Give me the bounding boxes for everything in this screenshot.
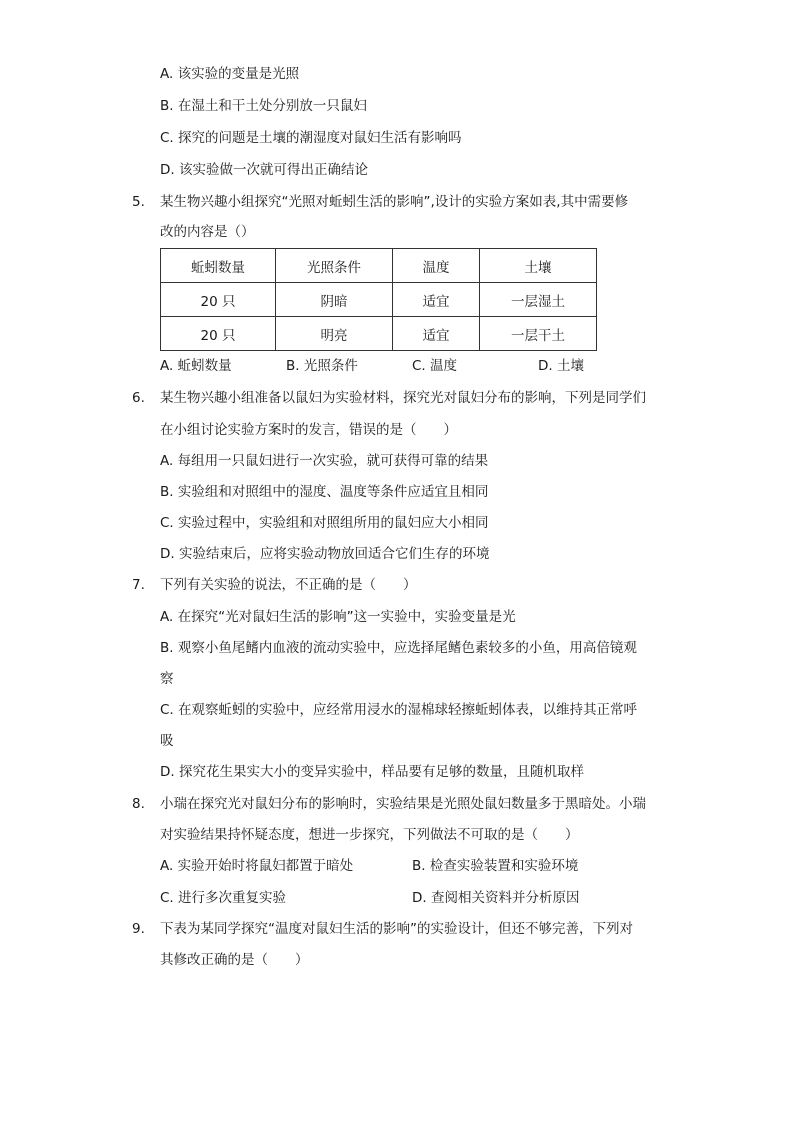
- table-cell: 一层湿土: [480, 283, 597, 317]
- q9-stem-line2: 其修改正确的是（ ）: [160, 952, 309, 968]
- table-header-cell: 蚯蚓数量: [161, 249, 276, 283]
- q5-option-d: D. 土壤: [538, 358, 584, 374]
- q5-table: [160, 248, 597, 351]
- q8-option-d: D. 查阅相关资料并分析原因: [412, 890, 580, 906]
- q6-option-a: A. 每组用一只鼠妇进行一次实验，就可获得可靠的结果: [160, 453, 489, 469]
- q7-option-a: A. 在探究“光对鼠妇生活的影响”这一实验中，实验变量是光: [160, 609, 516, 625]
- q7-option-b-cont: 察: [160, 671, 174, 687]
- q6-stem-line2: 在小组讨论实验方案时的发言，错误的是（ ）: [160, 422, 457, 438]
- q7-option-c: C. 在观察蚯蚓的实验中，应经常用浸水的湿棉球轻擦蚯蚓体表，以维持其正常呼: [160, 702, 638, 718]
- table-header-row: [161, 249, 597, 283]
- q5-stem-line2: 改的内容是（）: [160, 224, 255, 240]
- q8-stem-line1: 小瑞在探究光对鼠妇分布的影响时，实验结果是光照处鼠妇数量多于黑暗处。小瑞: [160, 796, 646, 812]
- q5-option-b: B. 光照条件: [286, 358, 358, 374]
- q6-number: 6.: [132, 390, 145, 406]
- q8-option-c: C. 进行多次重复实验: [160, 890, 287, 906]
- q5-number: 5.: [132, 194, 145, 210]
- q4-option-a: A. 该实验的变量是光照: [160, 66, 300, 82]
- q9-stem-line1: 下表为某同学探究“温度对鼠妇生活的影响”的实验设计，但还不够完善，下列对: [160, 921, 633, 937]
- q5-option-a: A. 蚯蚓数量: [160, 358, 232, 374]
- q8-option-a: A. 实验开始时将鼠妇都置于暗处: [160, 858, 354, 874]
- q5-option-c: C. 温度: [412, 358, 458, 374]
- q7-number: 7.: [132, 577, 145, 593]
- table-header-cell: 土壤: [480, 249, 597, 283]
- table-cell: 一层干土: [480, 317, 597, 351]
- q7-option-d: D. 探究花生果实大小的变异实验中，样品要有足够的数量，且随机取样: [160, 764, 584, 780]
- q6-option-c: C. 实验过程中，实验组和对照组所用的鼠妇应大小相同: [160, 515, 489, 531]
- table-row: [161, 283, 597, 317]
- q4-option-c: C. 探究的问题是土壤的潮湿度对鼠妇生活有影响吗: [160, 130, 462, 146]
- table-cell: 20 只: [161, 283, 276, 317]
- q6-stem-line1: 某生物兴趣小组准备以鼠妇为实验材料，探究光对鼠妇分布的影响，下列是同学们: [160, 390, 646, 406]
- table-cell: 适宜: [393, 317, 480, 351]
- q7-option-c-cont: 吸: [160, 733, 174, 749]
- q6-option-b: B. 实验组和对照组中的湿度、温度等条件应适宜且相同: [160, 484, 489, 500]
- table-header-cell: 温度: [393, 249, 480, 283]
- q8-option-b: B. 检查实验装置和实验环境: [412, 858, 579, 874]
- q5-stem-line1: 某生物兴趣小组探究“光照对蚯蚓生活的影响”,设计的实验方案如表,其中需要修: [160, 194, 629, 210]
- table-row: [161, 317, 597, 351]
- q7-option-b: B. 观察小鱼尾鳍内血液的流动实验中，应选择尾鳍色素较多的小鱼，用高倍镜观: [160, 640, 637, 656]
- q9-number: 9.: [132, 921, 145, 937]
- table-header-cell: 光照条件: [276, 249, 393, 283]
- q6-option-d: D. 实验结束后，应将实验动物放回适合它们生存的环境: [160, 546, 490, 562]
- table-cell: 明亮: [276, 317, 393, 351]
- q7-stem: 下列有关实验的说法，不正确的是（ ）: [160, 577, 417, 593]
- table-cell: 阴暗: [276, 283, 393, 317]
- table-cell: 适宜: [393, 283, 480, 317]
- q4-option-d: D. 该实验做一次就可得出正确结论: [160, 162, 368, 178]
- q8-number: 8.: [132, 796, 145, 812]
- q4-option-b: B. 在湿土和干土处分别放一只鼠妇: [160, 98, 367, 114]
- table-cell: 20 只: [161, 317, 276, 351]
- q8-stem-line2: 对实验结果持怀疑态度，想进一步探究，下列做法不可取的是（ ）: [160, 827, 579, 843]
